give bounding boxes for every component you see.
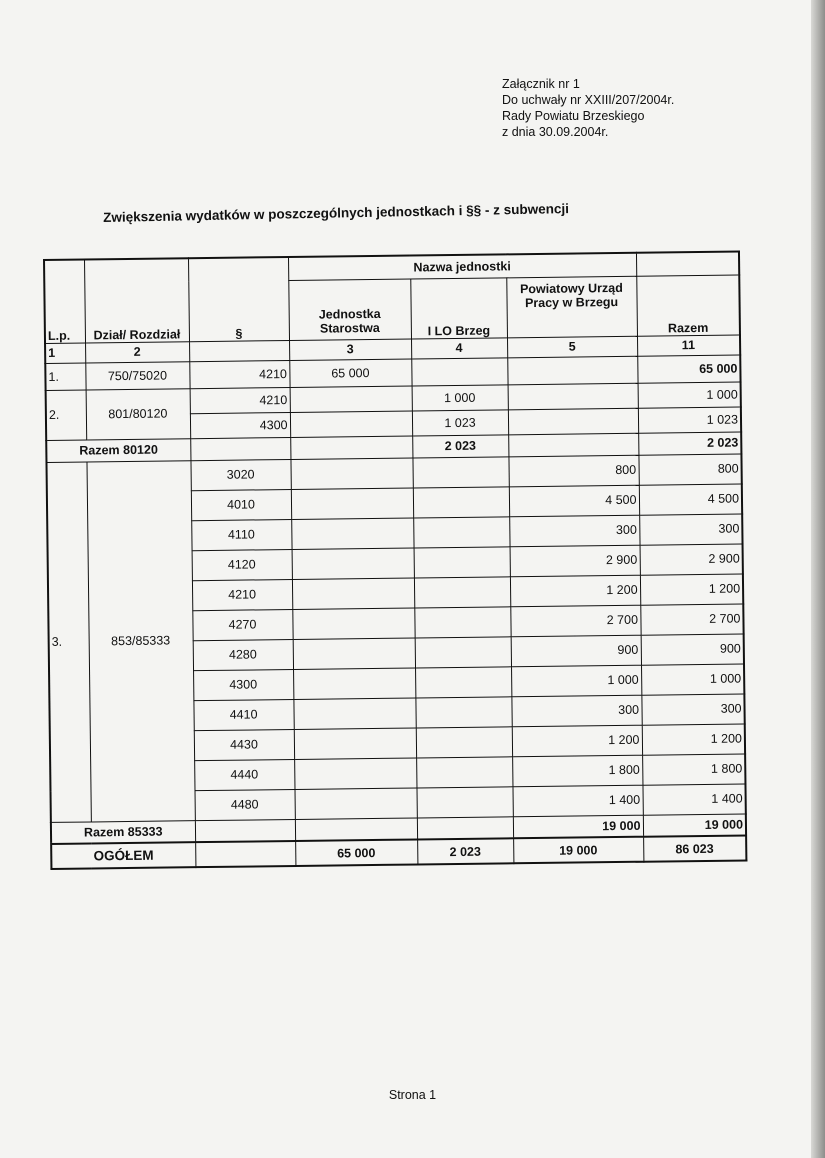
cell-starostwo bbox=[290, 458, 412, 489]
cell-razem: 2 900 bbox=[640, 543, 743, 574]
cell-starostwo bbox=[290, 411, 412, 437]
cell-starostwo: 65 000 bbox=[289, 359, 411, 387]
subtotal-label: Razem 85333 bbox=[51, 820, 195, 844]
cell-razem: 2 700 bbox=[640, 603, 743, 634]
cell-razem: 1 800 bbox=[642, 753, 745, 784]
cell-starostwo bbox=[294, 757, 416, 788]
cell-starostwo bbox=[293, 667, 415, 698]
cell-paragraph bbox=[195, 841, 295, 867]
header-lo: I LO Brzeg bbox=[410, 277, 507, 338]
cell-lo: 1 000 bbox=[412, 384, 508, 410]
cell-starostwo bbox=[292, 577, 414, 608]
cell-lp: 3. bbox=[46, 461, 90, 821]
cell-pup: 1 800 bbox=[512, 755, 642, 787]
cell-paragraph: 4120 bbox=[192, 549, 292, 580]
cell-starostwo bbox=[294, 787, 416, 818]
cell-starostwo bbox=[293, 637, 415, 668]
col-number: 4 bbox=[411, 337, 507, 358]
cell-pup bbox=[508, 433, 638, 457]
cell-paragraph: 4270 bbox=[192, 609, 292, 640]
cell-lo bbox=[415, 636, 511, 667]
cell-lo bbox=[416, 786, 512, 817]
expenditure-table bbox=[43, 250, 747, 869]
cell-lo bbox=[415, 696, 511, 727]
header-unit-name: Nazwa jednostki bbox=[288, 253, 636, 280]
resolution-line: Do uchwały nr XXIII/207/2004r. bbox=[502, 93, 675, 107]
col-number: 1 bbox=[45, 342, 85, 362]
header-starostwo bbox=[288, 279, 411, 340]
cell-pup: 900 bbox=[511, 635, 641, 667]
cell-lo bbox=[413, 516, 509, 547]
cell-lo bbox=[416, 726, 512, 757]
attachment-note bbox=[502, 76, 674, 140]
cell-dzial: 750/75020 bbox=[85, 361, 189, 389]
cell-pup: 300 bbox=[509, 515, 639, 547]
cell-dzial: 853/85333 bbox=[86, 460, 194, 821]
cell-lp: 2. bbox=[46, 389, 87, 439]
cell-razem: 1 200 bbox=[642, 723, 745, 754]
attachment-line: Załącznik nr 1 bbox=[502, 77, 580, 91]
cell-lo bbox=[416, 756, 512, 787]
cell-lp: 1. bbox=[45, 362, 85, 389]
cell-paragraph: 4210 bbox=[192, 579, 292, 610]
cell-starostwo bbox=[292, 547, 414, 578]
cell-paragraph: 4480 bbox=[195, 789, 295, 820]
cell-pup: 2 900 bbox=[510, 545, 640, 577]
cell-paragraph: 4210 bbox=[190, 387, 290, 413]
cell-lo bbox=[413, 486, 509, 517]
cell-lo bbox=[415, 666, 511, 697]
subtotal-razem: 2 023 bbox=[638, 431, 741, 454]
cell-lo bbox=[414, 606, 510, 637]
cell-paragraph: 4440 bbox=[194, 759, 294, 790]
cell-razem: 900 bbox=[641, 633, 744, 664]
date-line: z dnia 30.09.2004r. bbox=[502, 125, 609, 139]
cell-paragraph: 4280 bbox=[193, 639, 293, 670]
cell-lo bbox=[412, 456, 508, 487]
cell-paragraph: 4300 bbox=[190, 412, 290, 438]
header-dzial-text: Dział/ Rozdział bbox=[93, 326, 181, 342]
cell-paragraph: 4010 bbox=[191, 489, 291, 520]
cell-razem: 300 bbox=[641, 693, 744, 724]
cell-paragraph bbox=[195, 819, 295, 842]
grand-total-pup: 19 000 bbox=[513, 837, 643, 864]
document-title: Zwiększenia wydatków w poszczególnych jednostkach i §§ - z subwencji bbox=[103, 201, 570, 225]
col-number: 3 bbox=[289, 339, 411, 360]
cell-starostwo bbox=[294, 727, 416, 758]
cell-lo bbox=[414, 576, 510, 607]
cell-paragraph: 3020 bbox=[190, 459, 290, 490]
cell-pup: 1 000 bbox=[511, 665, 641, 697]
cell-pup bbox=[508, 383, 638, 410]
grand-total-starostwo: 65 000 bbox=[295, 839, 417, 865]
cell-lo: 1 023 bbox=[412, 409, 508, 435]
cell-pup: 4 500 bbox=[509, 485, 639, 517]
header-razem: Razem bbox=[636, 274, 740, 335]
cell-razem: 800 bbox=[638, 453, 741, 484]
col-number-empty bbox=[189, 340, 289, 361]
cell-paragraph: 4210 bbox=[189, 360, 289, 388]
grand-total-label: OGÓŁEM bbox=[51, 842, 195, 869]
grand-total-lo: 2 023 bbox=[417, 838, 513, 864]
cell-razem: 300 bbox=[639, 513, 742, 544]
subtotal-pup: 19 000 bbox=[513, 815, 643, 839]
cell-pup: 300 bbox=[511, 695, 641, 727]
cell-pup: 800 bbox=[508, 455, 638, 487]
cell-razem: 1 400 bbox=[642, 783, 745, 814]
council-line: Rady Powiatu Brzeskiego bbox=[502, 109, 645, 123]
cell-paragraph: 4410 bbox=[193, 699, 293, 730]
cell-starostwo bbox=[295, 817, 417, 840]
cell-pup bbox=[507, 356, 637, 385]
expenditure-table-container bbox=[43, 251, 746, 901]
cell-pup: 1 200 bbox=[512, 725, 642, 757]
cell-starostwo bbox=[291, 517, 413, 548]
cell-razem: 1 200 bbox=[640, 573, 743, 604]
cell-razem: 65 000 bbox=[637, 354, 740, 382]
subtotal-razem: 19 000 bbox=[643, 813, 746, 836]
header-empty bbox=[636, 251, 739, 275]
cell-starostwo bbox=[290, 386, 412, 412]
cell-starostwo bbox=[290, 436, 412, 459]
cell-paragraph bbox=[190, 437, 290, 460]
cell-paragraph: 4110 bbox=[191, 519, 291, 550]
header-pup-text: Powiatowy Urząd Pracy w Brzegu bbox=[519, 280, 623, 310]
cell-starostwo bbox=[291, 487, 413, 518]
cell-razem: 4 500 bbox=[639, 483, 742, 514]
header-starostwo-text: Jednostka Starostwa bbox=[318, 306, 381, 336]
cell-pup: 2 700 bbox=[510, 605, 640, 637]
cell-razem: 1 000 bbox=[638, 381, 741, 407]
header-lp: L.p. bbox=[44, 259, 85, 342]
cell-lo bbox=[417, 816, 513, 839]
cell-lo bbox=[411, 357, 507, 385]
header-pup bbox=[506, 276, 637, 338]
cell-lo bbox=[414, 546, 510, 577]
cell-razem: 1 023 bbox=[638, 406, 741, 432]
cell-pup: 1 200 bbox=[510, 575, 640, 607]
cell-starostwo bbox=[292, 607, 414, 638]
cell-paragraph: 4300 bbox=[193, 669, 293, 700]
subtotal-label: Razem 80120 bbox=[46, 438, 190, 462]
cell-razem: 1 000 bbox=[641, 663, 744, 694]
cell-pup bbox=[508, 408, 638, 435]
col-number: 5 bbox=[507, 336, 637, 358]
cell-pup: 1 400 bbox=[512, 785, 642, 817]
col-number: 11 bbox=[637, 334, 740, 355]
header-paragraph: § bbox=[188, 257, 289, 341]
page-edge-shadow bbox=[811, 0, 825, 1158]
cell-starostwo bbox=[293, 697, 415, 728]
subtotal-lo: 2 023 bbox=[412, 434, 508, 457]
cell-dzial: 801/80120 bbox=[86, 388, 191, 439]
cell-paragraph: 4430 bbox=[194, 729, 294, 760]
grand-total-razem: 86 023 bbox=[643, 835, 746, 861]
page-number: Strona 1 bbox=[388, 1088, 437, 1102]
col-number: 2 bbox=[85, 341, 189, 362]
header-dzial bbox=[84, 258, 189, 342]
